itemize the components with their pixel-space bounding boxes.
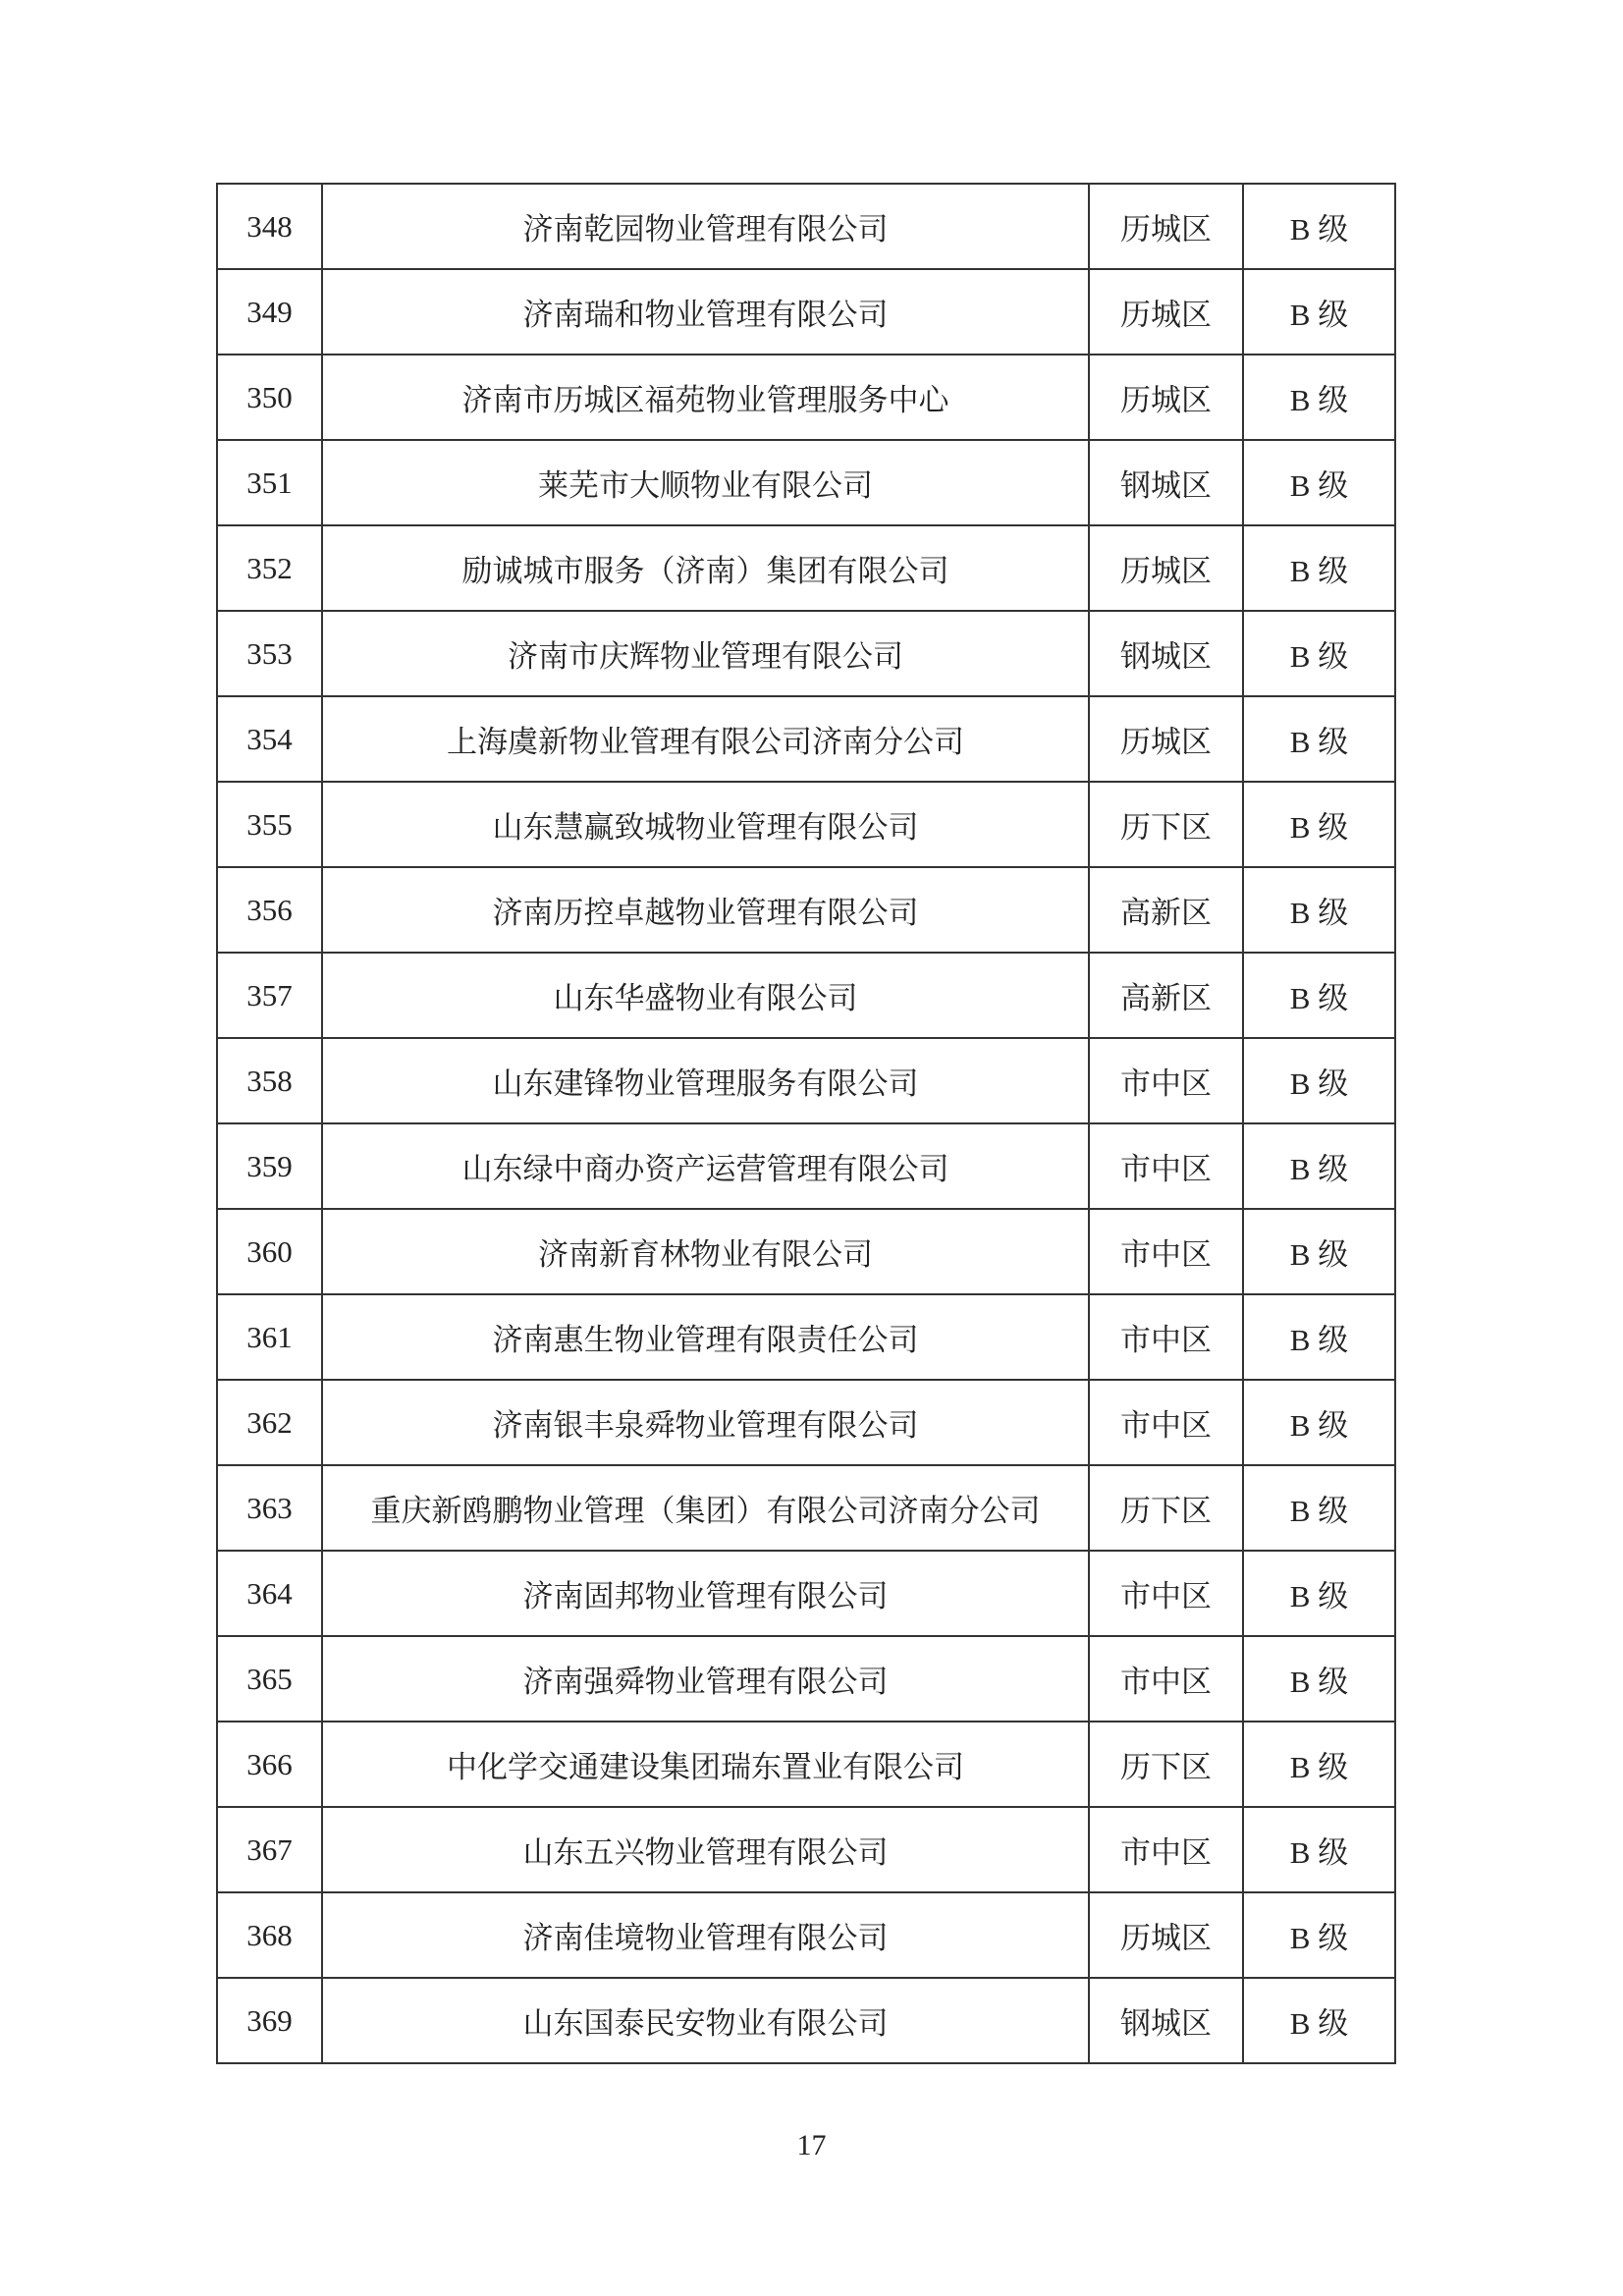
district-cell: 历下区 (1089, 1465, 1243, 1551)
district-cell: 市中区 (1089, 1380, 1243, 1465)
row-number-cell: 353 (217, 611, 322, 696)
company-name-cell: 济南历控卓越物业管理有限公司 (322, 867, 1089, 953)
grade-cell: B 级 (1243, 1978, 1395, 2063)
grade-cell: B 级 (1243, 184, 1395, 269)
table-row (217, 953, 1395, 1038)
row-number-cell: 357 (217, 953, 322, 1038)
row-number-cell: 361 (217, 1294, 322, 1380)
district-cell: 高新区 (1089, 953, 1243, 1038)
table-row (217, 696, 1395, 782)
table-row (217, 1551, 1395, 1636)
company-name-cell: 济南市历城区福苑物业管理服务中心 (322, 355, 1089, 440)
company-name-cell: 莱芜市大顺物业有限公司 (322, 440, 1089, 525)
grade-cell: B 级 (1243, 1551, 1395, 1636)
district-cell: 历城区 (1089, 696, 1243, 782)
table-row (217, 867, 1395, 953)
grade-cell: B 级 (1243, 867, 1395, 953)
row-number-cell: 367 (217, 1807, 322, 1892)
table-row (217, 1807, 1395, 1892)
grade-cell: B 级 (1243, 1038, 1395, 1123)
table-row (217, 1465, 1395, 1551)
grade-cell: B 级 (1243, 1636, 1395, 1722)
company-name-cell: 上海虞新物业管理有限公司济南分公司 (322, 696, 1089, 782)
table-row (217, 269, 1395, 355)
district-cell: 历城区 (1089, 525, 1243, 611)
row-number-cell: 355 (217, 782, 322, 867)
district-cell: 历下区 (1089, 782, 1243, 867)
company-name-cell: 山东五兴物业管理有限公司 (322, 1807, 1089, 1892)
row-number-cell: 352 (217, 525, 322, 611)
company-name-cell: 济南银丰泉舜物业管理有限公司 (322, 1380, 1089, 1465)
table-row (217, 1209, 1395, 1294)
page-number: 17 (796, 2129, 827, 2161)
company-name-cell: 山东国泰民安物业有限公司 (322, 1978, 1089, 2063)
grade-cell: B 级 (1243, 525, 1395, 611)
company-grade-table (216, 183, 1396, 2064)
row-number-cell: 354 (217, 696, 322, 782)
table-row (217, 1892, 1395, 1978)
row-number-cell: 366 (217, 1722, 322, 1807)
district-cell: 市中区 (1089, 1209, 1243, 1294)
grade-cell: B 级 (1243, 355, 1395, 440)
row-number-cell: 369 (217, 1978, 322, 2063)
company-name-cell: 济南佳境物业管理有限公司 (322, 1892, 1089, 1978)
district-cell: 历城区 (1089, 1892, 1243, 1978)
district-cell: 历下区 (1089, 1722, 1243, 1807)
grade-cell: B 级 (1243, 1465, 1395, 1551)
row-number-cell: 351 (217, 440, 322, 525)
row-number-cell: 348 (217, 184, 322, 269)
table-row (217, 1978, 1395, 2063)
table-row (217, 782, 1395, 867)
company-name-cell: 济南市庆辉物业管理有限公司 (322, 611, 1089, 696)
grade-cell: B 级 (1243, 440, 1395, 525)
grade-cell: B 级 (1243, 1209, 1395, 1294)
row-number-cell: 365 (217, 1636, 322, 1722)
district-cell: 市中区 (1089, 1038, 1243, 1123)
grade-cell: B 级 (1243, 269, 1395, 355)
district-cell: 钢城区 (1089, 611, 1243, 696)
company-name-cell: 中化学交通建设集团瑞东置业有限公司 (322, 1722, 1089, 1807)
table-row (217, 184, 1395, 269)
company-name-cell: 山东建锋物业管理服务有限公司 (322, 1038, 1089, 1123)
grade-cell: B 级 (1243, 1294, 1395, 1380)
grade-cell: B 级 (1243, 953, 1395, 1038)
company-name-cell: 济南新育林物业有限公司 (322, 1209, 1089, 1294)
grade-cell: B 级 (1243, 696, 1395, 782)
row-number-cell: 368 (217, 1892, 322, 1978)
district-cell: 高新区 (1089, 867, 1243, 953)
row-number-cell: 350 (217, 355, 322, 440)
table-row (217, 1123, 1395, 1209)
grade-cell: B 级 (1243, 782, 1395, 867)
district-cell: 市中区 (1089, 1294, 1243, 1380)
table-row (217, 440, 1395, 525)
company-name-cell: 励诚城市服务（济南）集团有限公司 (322, 525, 1089, 611)
table-row (217, 1038, 1395, 1123)
row-number-cell: 360 (217, 1209, 322, 1294)
table-row (217, 355, 1395, 440)
company-name-cell: 重庆新鸥鹏物业管理（集团）有限公司济南分公司 (322, 1465, 1089, 1551)
district-cell: 钢城区 (1089, 440, 1243, 525)
company-name-cell: 山东华盛物业有限公司 (322, 953, 1089, 1038)
table-row (217, 611, 1395, 696)
row-number-cell: 349 (217, 269, 322, 355)
district-cell: 市中区 (1089, 1123, 1243, 1209)
district-cell: 市中区 (1089, 1636, 1243, 1722)
company-name-cell: 济南惠生物业管理有限责任公司 (322, 1294, 1089, 1380)
row-number-cell: 363 (217, 1465, 322, 1551)
row-number-cell: 362 (217, 1380, 322, 1465)
table-row (217, 1636, 1395, 1722)
row-number-cell: 358 (217, 1038, 322, 1123)
district-cell: 历城区 (1089, 269, 1243, 355)
district-cell: 市中区 (1089, 1807, 1243, 1892)
company-name-cell: 济南固邦物业管理有限公司 (322, 1551, 1089, 1636)
table-row (217, 525, 1395, 611)
district-cell: 历城区 (1089, 355, 1243, 440)
row-number-cell: 359 (217, 1123, 322, 1209)
grade-cell: B 级 (1243, 1892, 1395, 1978)
district-cell: 历城区 (1089, 184, 1243, 269)
grade-cell: B 级 (1243, 611, 1395, 696)
company-name-cell: 山东绿中商办资产运营管理有限公司 (322, 1123, 1089, 1209)
table-row (217, 1722, 1395, 1807)
company-name-cell: 济南强舜物业管理有限公司 (322, 1636, 1089, 1722)
row-number-cell: 356 (217, 867, 322, 953)
row-number-cell: 364 (217, 1551, 322, 1636)
grade-cell: B 级 (1243, 1380, 1395, 1465)
district-cell: 钢城区 (1089, 1978, 1243, 2063)
grade-cell: B 级 (1243, 1807, 1395, 1892)
company-name-cell: 山东慧赢致城物业管理有限公司 (322, 782, 1089, 867)
district-cell: 市中区 (1089, 1551, 1243, 1636)
table-row (217, 1380, 1395, 1465)
table-row (217, 1294, 1395, 1380)
company-name-cell: 济南瑞和物业管理有限公司 (322, 269, 1089, 355)
grade-cell: B 级 (1243, 1123, 1395, 1209)
grade-cell: B 级 (1243, 1722, 1395, 1807)
company-name-cell: 济南乾园物业管理有限公司 (322, 184, 1089, 269)
